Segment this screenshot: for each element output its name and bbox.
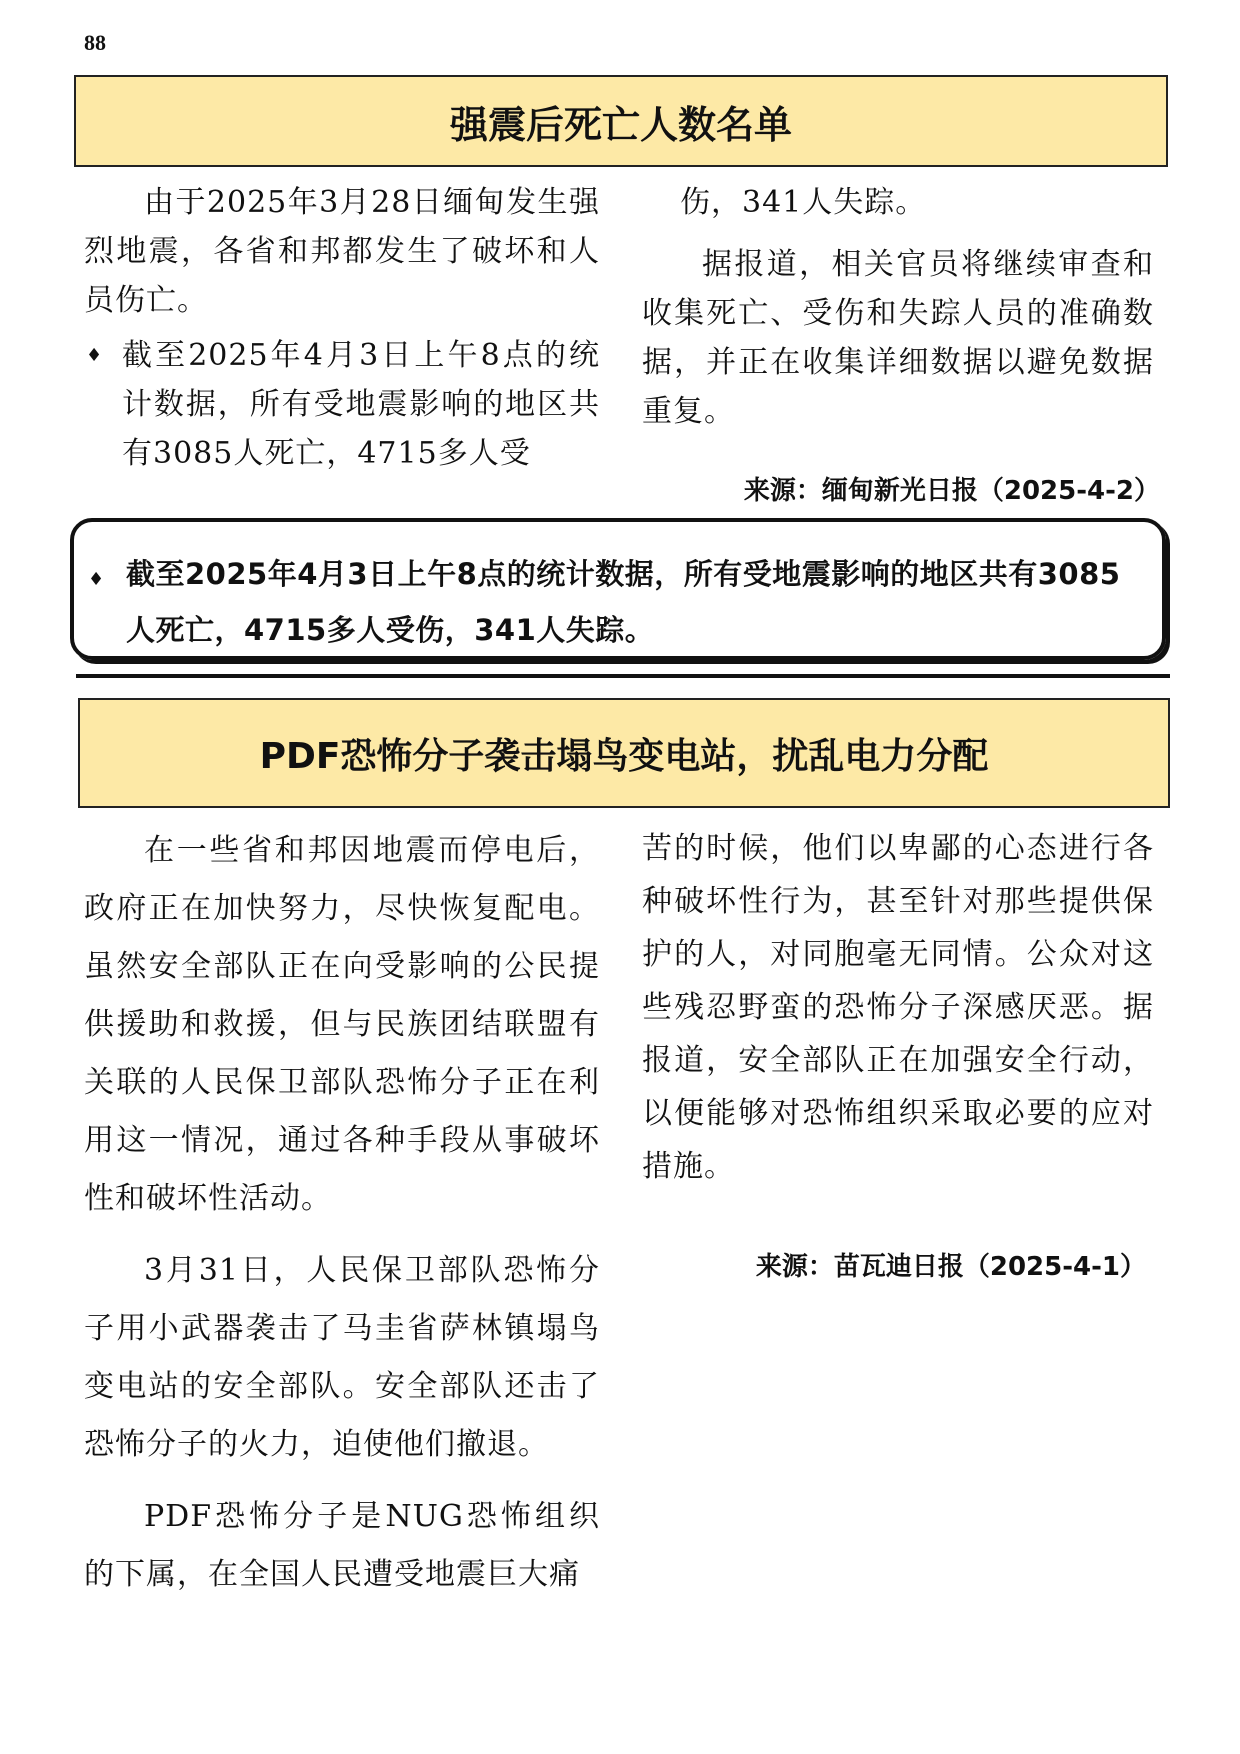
paragraph: 在一些省和邦因地震而停电后，政府正在加快努力，尽快恢复配电。虽然安全部队正在向受影响的公民提供援助和救援，但与民族团结联盟有关联的人民保卫部队恐怖分子正在利用这一情况，通过各种手段从事破坏性和破坏性活动。: [84, 833, 600, 1216]
paragraph: PDF恐怖分子是NUG恐怖组织的下属，在全国人民遭受地震巨大痛: [84, 1499, 600, 1592]
bullet-paragraph: [84, 331, 600, 478]
paragraph-continuation: 苦的时候，他们以卑鄙的心态进行各种破坏性行为，甚至针对那些提供保护的人，对同胞毫无同情。公众对这些残忍野蛮的恐怖分子深感厌恶。据报道，安全部队正在加强安全行动，以便能够对恐怖组织采取必要的应对措施。: [642, 831, 1154, 1184]
article-left-column: [84, 178, 600, 478]
article-left-column: [84, 822, 600, 1604]
paragraph: 由于2025年3月28日缅甸发生强烈地震，各省和邦都发生了破坏和人员伤亡。: [84, 185, 600, 318]
article-title: PDF恐怖分子袭击塌鸟变电站，扰乱电力分配: [78, 698, 1170, 808]
bullet-continuation: 伤，341人失踪。: [680, 185, 927, 220]
source-citation: 来源：苗瓦迪日报（2025-4-1）: [755, 1252, 1146, 1282]
callout-text: 截至2025年4月3日上午8点的统计数据，所有受地震影响的地区共有3085人死亡，4715多人受伤，341人失踪。: [126, 557, 1121, 647]
article-title: 强震后死亡人数名单: [74, 75, 1168, 167]
bullet-text: 截至2025年4月3日上午8点的统计数据，所有受地震影响的地区共有3085人死亡，4715多人受: [122, 338, 600, 471]
paragraph: 3月31日，人民保卫部队恐怖分子用小武器袭击了马圭省萨林镇塌鸟变电站的安全部队。安全部队还击了恐怖分子的火力，迫使他们撤退。: [84, 1253, 600, 1462]
article-right-column: [642, 178, 1154, 436]
page-number: 88: [84, 30, 106, 55]
diamond-bullet-icon: ♦: [88, 569, 105, 590]
source-citation: 来源：缅甸新光日报（2025-4-2）: [743, 476, 1160, 506]
paragraph: 据报道，相关官员将继续审查和收集死亡、受伤和失踪人员的准确数据，并正在收集详细数据以避免数据重复。: [642, 247, 1154, 429]
section-divider: [76, 674, 1170, 678]
summary-callout-box: [70, 518, 1166, 660]
article-right-column: [642, 822, 1154, 1193]
diamond-bullet-icon: ♦: [86, 345, 104, 366]
